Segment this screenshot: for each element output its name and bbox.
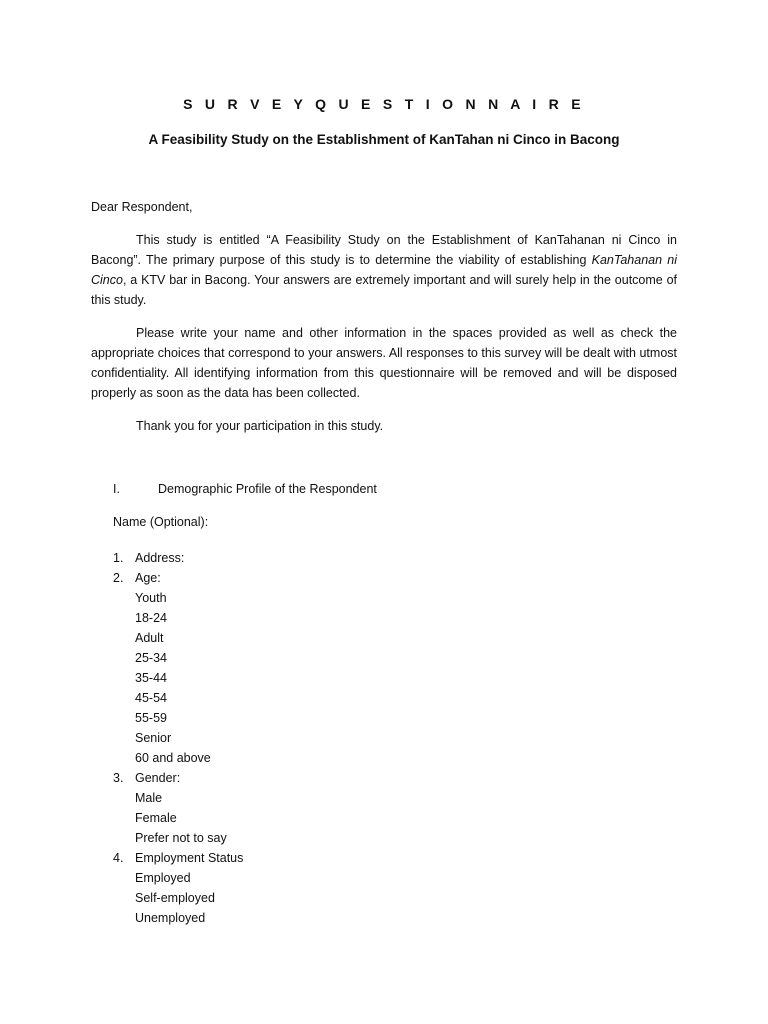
- answer-option[interactable]: Male: [135, 791, 163, 805]
- thank-you-paragraph: Thank you for your participation in this study.: [136, 419, 384, 433]
- answer-option[interactable]: Unemployed: [135, 911, 206, 925]
- question-label: Employment Status: [135, 851, 244, 865]
- section-heading: [113, 482, 377, 496]
- intro-paragraph: [91, 230, 677, 310]
- answer-option[interactable]: 25-34: [135, 651, 167, 665]
- salutation: Dear Respondent,: [91, 200, 193, 214]
- question-item: [113, 568, 243, 588]
- answer-option[interactable]: Senior: [135, 731, 172, 745]
- answer-option[interactable]: 35-44: [135, 671, 167, 685]
- answer-option[interactable]: 55-59: [135, 711, 167, 725]
- document-subtitle: A Feasibility Study on the Establishment of KanTahan ni Cinco in Bacong: [148, 132, 620, 147]
- question-label: Gender:: [135, 771, 181, 785]
- section-number: I.: [113, 482, 120, 496]
- intro-text-part2: , a KTV bar in Bacong. Your answers are extremely important and will surely help in the outcome of this study.: [91, 273, 677, 307]
- answer-option[interactable]: Prefer not to say: [135, 831, 227, 845]
- question-number: 4.: [113, 851, 124, 865]
- question-label: Address:: [135, 551, 185, 565]
- question-number: 1.: [113, 551, 124, 565]
- answer-option[interactable]: 45-54: [135, 691, 167, 705]
- document-title: S U R V E Y Q U E S T I O N N A I R E: [183, 96, 585, 112]
- question-item: [113, 848, 243, 868]
- answer-option[interactable]: 60 and above: [135, 751, 211, 765]
- answer-option[interactable]: Self-employed: [135, 891, 215, 905]
- question-item: [113, 548, 243, 568]
- question-number: 3.: [113, 771, 124, 785]
- answer-option[interactable]: Youth: [135, 591, 167, 605]
- answer-option[interactable]: Employed: [135, 871, 191, 885]
- intro-text-part1: This study is entitled “A Feasibility Study on the Establishment of KanTahanan ni Cinco in Bacong”. The primary purpose of this study is to determine the viability of establishing: [91, 233, 677, 267]
- answer-option[interactable]: Female: [135, 811, 177, 825]
- question-number: 2.: [113, 571, 124, 585]
- question-item: [113, 768, 243, 788]
- section-title: Demographic Profile of the Respondent: [158, 482, 377, 496]
- instructions-paragraph: [91, 323, 677, 403]
- instructions-text: Please write your name and other information in the spaces provided as well as check the appropriate choices that correspond to your answers. All responses to this survey will be dealt with utmost confidentiality. All identifying information from this questionnaire will be removed and will be disposed properly as soon as the data has been collected.: [91, 326, 677, 400]
- question-label: Age:: [135, 571, 161, 585]
- intro-text-italic: KanTahanan ni Cinco: [91, 253, 677, 287]
- answer-option[interactable]: Adult: [135, 631, 164, 645]
- answer-option[interactable]: 18-24: [135, 611, 167, 625]
- question-list: [113, 548, 243, 928]
- name-field-label: Name (Optional):: [113, 515, 209, 529]
